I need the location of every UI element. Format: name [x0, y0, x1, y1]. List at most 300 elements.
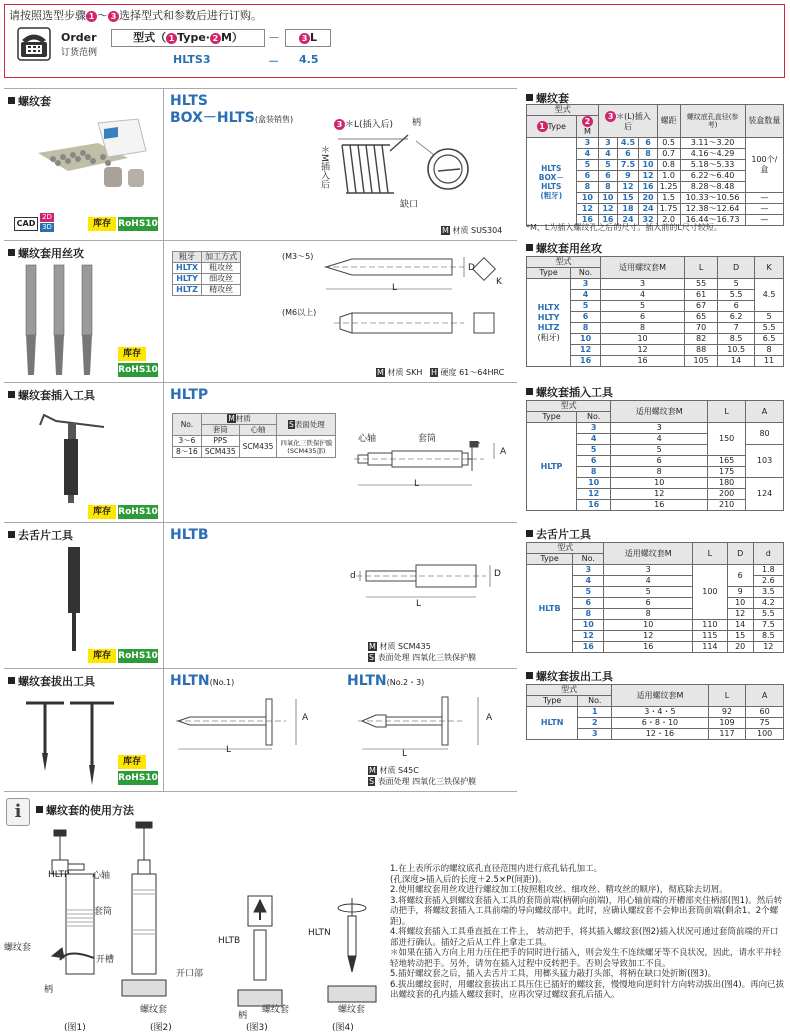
hltx-spec-table	[526, 256, 784, 367]
l-cell: 210	[708, 500, 746, 511]
d-cell: 5	[718, 279, 755, 290]
no-cell: 3	[578, 729, 612, 740]
code-note-2: (No.2・3)	[386, 678, 425, 687]
l-cell: 4.5	[617, 138, 639, 149]
D-cell: 9	[727, 587, 753, 598]
type-code-cell: HLTN	[527, 707, 578, 740]
code-note-1: (No.1)	[209, 678, 235, 687]
sleeve-cell: SCM435	[201, 447, 239, 458]
th-type: 型式	[527, 685, 612, 696]
l-cell: 105	[685, 356, 718, 367]
dot-2: 2	[582, 116, 593, 127]
no-cell: 3	[577, 423, 611, 434]
dia-cell: 8.28～8.48	[680, 182, 745, 193]
dot-2: 2	[210, 33, 221, 44]
title-square	[36, 806, 43, 813]
order-en-label: Order	[61, 31, 97, 44]
dim-l: L	[226, 745, 232, 755]
lbl-insert-fig4: 螺纹套	[338, 1005, 366, 1015]
no-cell: 10	[571, 334, 601, 345]
surf-cell	[277, 436, 336, 458]
stock-badge: 库存	[88, 505, 116, 519]
th-l: L	[708, 401, 746, 423]
lbl-fig4: (图4)	[332, 1023, 354, 1033]
m-cell: 12	[611, 489, 708, 500]
step-4-note: ＊如果在插入方向上用力压住把手的同时进行插入，则会发生不连续螺牙等不良状况，因此，请水平并轻轻地转动把手。另外，请勿在插入过程中反转把手。否则会导致加工不良。	[390, 948, 782, 969]
th-surf-text: 表面处理	[294, 419, 325, 429]
dim-d: D	[494, 569, 501, 579]
no-cell: 10	[573, 620, 604, 631]
D-cell: 20	[727, 642, 753, 653]
th-k: K	[755, 257, 784, 279]
tang-tool-photo	[64, 545, 84, 653]
no-cell: 5	[573, 587, 604, 598]
k-cell: 8	[755, 345, 784, 356]
stock-badge: 库存	[88, 217, 116, 231]
m-cell: 8	[611, 467, 708, 478]
th-coarse: 粗牙	[173, 252, 202, 263]
no-cell: 6	[577, 456, 611, 467]
m-cell: 6	[611, 456, 708, 467]
m-cell: 16	[600, 356, 684, 367]
code-line: (粗牙)	[537, 332, 560, 342]
hltx-table-title: 螺纹套用丝攻	[526, 240, 602, 256]
th-d: D	[718, 257, 755, 279]
l-cell: 165	[708, 456, 746, 467]
material-note	[368, 641, 476, 663]
m6-label: (M6以上)	[282, 308, 317, 317]
lbl-handle: 柄	[44, 985, 54, 995]
no-cell: 4	[573, 576, 604, 587]
qty-cell: —	[745, 193, 783, 204]
d-cell: 12	[753, 642, 783, 653]
dia-cell: 10.33～10.56	[680, 193, 745, 204]
th-no: No.	[571, 268, 601, 279]
m-cell: 4	[576, 149, 599, 160]
no-cell: 8	[577, 467, 611, 478]
d-cell: 8.5	[718, 334, 755, 345]
l-cell: 24	[617, 215, 639, 226]
a-cell: 60	[746, 707, 784, 718]
material-note	[376, 367, 504, 378]
type-code-cell: HLTB	[527, 565, 573, 653]
th-type: 型式	[527, 401, 611, 412]
dia-cell: 5.18～5.33	[680, 160, 745, 171]
l-cell: 67	[685, 301, 718, 312]
type-code-cell: HLTS BOX－HLTS (粗牙)	[527, 138, 577, 226]
product-code-1	[170, 673, 234, 689]
th-m: 适用螺纹套M	[600, 257, 684, 279]
l-cell: 6	[617, 149, 639, 160]
example-dash: －	[268, 55, 279, 68]
intro-text-post: 选择型式和参数后进行订购。	[119, 9, 262, 22]
l-cell: 24	[639, 204, 657, 215]
usage-title	[36, 802, 134, 818]
lbl-hltp: HLTP	[48, 870, 70, 880]
dim-a: A	[302, 713, 309, 723]
l-cell: 6	[599, 171, 617, 182]
code-line: HLTY	[537, 312, 560, 322]
product-code: HLTB	[170, 527, 209, 543]
l-cell: 32	[639, 215, 657, 226]
m-cell: 5	[600, 301, 684, 312]
section-title: 螺纹套用丝攻	[8, 245, 84, 261]
th-type: 型式	[527, 105, 599, 116]
th-no: No.	[173, 414, 202, 436]
table-row	[527, 565, 784, 576]
hardness-text: 硬度 61～64HRC	[440, 368, 505, 377]
l-cell: 70	[685, 323, 718, 334]
sleeve-label: 套筒	[418, 434, 437, 444]
section-title: 螺纹套拔出工具	[8, 673, 95, 689]
code-line: HLTZ	[537, 322, 560, 332]
th-sleeve: 套筒	[201, 425, 239, 436]
m-cell: 16	[604, 642, 693, 653]
l-cell: 82	[685, 334, 718, 345]
th-t: Type	[527, 696, 578, 707]
pitch-cell: 1.5	[657, 193, 680, 204]
a-cell: 75	[746, 718, 784, 729]
l-cell	[285, 29, 331, 47]
material-line	[368, 765, 476, 776]
th-pitch: 螺距	[657, 105, 680, 138]
tap-photo	[18, 263, 108, 379]
th-type: 型式	[527, 543, 604, 554]
th-no: No.	[578, 696, 612, 707]
k-cell: 5	[755, 312, 784, 323]
qty-cell: 100个/盒	[745, 138, 783, 193]
section-hltn	[4, 668, 517, 792]
dim-k: K	[496, 277, 502, 287]
no-cell: 16	[573, 642, 604, 653]
pitch-cell: 0.7	[657, 149, 680, 160]
step-1: 1.在上表所示的螺纹底孔直径范围内进行底孔钻孔加工。	[390, 864, 603, 874]
insert-drawing	[338, 129, 518, 201]
step-5: 5.插好螺纹套之后，插入去舌片工具，用榔头猛力敲打头部，将柄在缺口处折断(图3)。	[390, 969, 717, 979]
no-cell: 8～16	[173, 447, 202, 458]
handle-label: 柄	[412, 118, 422, 128]
material-text: 材质 S45C	[379, 766, 419, 775]
l-cell: 20	[639, 193, 657, 204]
material-icon: M	[377, 368, 384, 377]
th-m: 适用螺纹套M	[611, 401, 708, 423]
lbl-fig2: (图2)	[150, 1023, 172, 1033]
D-cell: 12	[727, 609, 753, 620]
l-cell: 10	[639, 160, 657, 171]
l-cell: 55	[685, 279, 718, 290]
lbl-hltn: HLTN	[308, 928, 331, 938]
D-cell: 14	[727, 620, 753, 631]
dim-small-d: d	[350, 571, 356, 581]
dot-sep: ·	[205, 31, 210, 44]
product-code-2	[347, 673, 424, 689]
lbl-opening: 开口部	[176, 969, 204, 979]
qty-cell: —	[745, 204, 783, 215]
dot-1: 1	[537, 121, 548, 132]
no-cell: 3	[571, 279, 601, 290]
section-title: 螺纹套插入工具	[8, 387, 95, 403]
no-cell: 10	[577, 478, 611, 489]
th-type: 型式	[527, 257, 601, 268]
dia-cell: 12.38～12.64	[680, 204, 745, 215]
intro-text: 请按照选型步骤	[9, 9, 86, 22]
k-cell: 11	[755, 356, 784, 367]
lbl-insert-fig3: 螺纹套	[262, 1005, 290, 1015]
stock-badge: 库存	[88, 649, 116, 663]
intro-tilde: ～	[97, 9, 108, 22]
th-t: Type	[527, 412, 577, 423]
l-cell: 114	[693, 642, 728, 653]
l-cell: 9	[617, 171, 639, 182]
step-1-dot: 1	[86, 11, 97, 22]
surface-text: 表面处理 四氧化三铁保护膜	[377, 653, 477, 662]
th-no: No.	[573, 554, 604, 565]
dot-3: 3	[299, 33, 310, 44]
hlts-table-title: 螺纹套	[526, 90, 569, 106]
th-surface	[277, 414, 336, 436]
no-cell: 3	[573, 565, 604, 576]
code-cell: HLTZ	[173, 285, 202, 296]
type-code-cell: HLTP	[527, 423, 577, 511]
a-cell: 124	[746, 478, 784, 511]
l-cell: 100	[693, 565, 728, 620]
m-cell: 12	[600, 345, 684, 356]
usage-title-text: 螺纹套的使用方法	[46, 804, 134, 817]
no-cell: 6	[571, 312, 601, 323]
product-code-box	[170, 107, 293, 127]
l-cell: 12	[639, 171, 657, 182]
th-t: Type	[527, 268, 571, 279]
m-cell: 10	[600, 334, 684, 345]
m-cell: 8	[604, 609, 693, 620]
dim-l-2: L	[402, 749, 408, 759]
d-cell: 5.5	[718, 290, 755, 301]
m-cell: 12	[576, 204, 599, 215]
D-cell: 10	[727, 598, 753, 609]
qty-cell: —	[745, 215, 783, 226]
m-cell: 3・4・5	[612, 707, 708, 718]
insert-box-photo	[18, 113, 150, 193]
type-en: Type	[177, 31, 206, 44]
lbl-handle-2: 柄	[238, 1011, 248, 1021]
no-cell: 4	[571, 290, 601, 301]
rohs-badge: RoHS10	[118, 365, 158, 375]
l-cell: 65	[685, 312, 718, 323]
th-l	[599, 105, 657, 138]
l-cell: 5	[599, 160, 617, 171]
pitch-cell: 1.25	[657, 182, 680, 193]
th-d: D	[727, 543, 753, 565]
m-cell: 3	[611, 423, 708, 434]
th-m	[576, 116, 599, 138]
table-row	[527, 707, 784, 718]
l-label: L	[309, 31, 317, 44]
step-3-dot: 3	[108, 11, 119, 22]
desc-cell: 粗攻丝	[202, 263, 241, 274]
l-cell: 109	[708, 718, 746, 729]
s-icon: S	[289, 419, 294, 429]
no-cell: 12	[571, 345, 601, 356]
divider	[163, 241, 164, 382]
order-cn-label: 订货范例	[61, 48, 98, 58]
sleeve-cell: PPS	[201, 436, 239, 447]
step-1-sub: (孔深度>插入后的长度＋2.5×P(间距))。	[390, 874, 547, 885]
l-cell: 110	[693, 620, 728, 631]
l-cell: 16	[639, 182, 657, 193]
l-cell: 175	[708, 467, 746, 478]
section-hltx	[4, 240, 517, 382]
lbl-fig1: (图1)	[64, 1023, 86, 1033]
dim-a-2: A	[486, 713, 493, 723]
section-hlts	[4, 88, 517, 240]
insert-tool-photo	[34, 405, 114, 505]
product-code: HLTS	[170, 93, 208, 109]
m-label: M）	[220, 31, 243, 44]
pitch-cell: 1.0	[657, 171, 680, 182]
material-text: 材质 SUS304	[452, 226, 503, 235]
no-cell: 2	[578, 718, 612, 729]
th-type-text: Type	[547, 122, 566, 131]
dim-l: L	[392, 283, 398, 293]
l-cell: 7.5	[617, 160, 639, 171]
no-cell: 1	[578, 707, 612, 718]
th-m: 适用螺纹套M	[604, 543, 693, 565]
lbl-core: 心轴	[92, 871, 111, 881]
d-cell: 3.5	[753, 587, 783, 598]
m-cell: 16	[611, 500, 708, 511]
divider	[163, 383, 164, 522]
2d-badge: 2D	[40, 213, 54, 222]
d-cell: 2.6	[753, 576, 783, 587]
dia-cell: 16.44～16.73	[680, 215, 745, 226]
d-cell: 6.2	[718, 312, 755, 323]
a-cell: 80	[746, 423, 784, 445]
rohs-badge: RoHS10	[118, 219, 158, 229]
dot-3: 3	[334, 119, 345, 130]
3d-badge: 3D	[40, 223, 54, 232]
section-hltp	[4, 382, 517, 522]
rohs-badge: RoHS10	[118, 507, 158, 517]
th-l: L	[693, 543, 728, 565]
a-cell: 100	[746, 729, 784, 740]
k-cell: 4.5	[755, 279, 784, 312]
stock-badge: 库存	[118, 755, 146, 769]
hltx-rows	[527, 279, 784, 367]
th-t: Type	[527, 554, 573, 565]
dim-a: A	[500, 447, 507, 457]
m-cell: 6	[600, 312, 684, 323]
k-cell: 6.5	[755, 334, 784, 345]
m-cell: 8	[600, 323, 684, 334]
code-box: BOX－HLTS	[170, 110, 255, 126]
th-l: L	[685, 257, 718, 279]
m-cell: 10	[604, 620, 693, 631]
hlts-note: *M、L为插入螺纹孔之后的尺寸。插入前的L尺寸较短。	[526, 223, 722, 232]
no-cell: 16	[571, 356, 601, 367]
dia-cell: 3.11～3.20	[680, 138, 745, 149]
l-cell: 92	[708, 707, 746, 718]
notch-label: 缺口	[400, 200, 419, 210]
l-cell: 3	[599, 138, 617, 149]
surf-text: 四氧化三铁保护膜	[280, 438, 333, 447]
th-a: A	[746, 685, 784, 707]
divider	[163, 89, 164, 240]
m-cell: 5	[611, 445, 708, 456]
code-text: HLTN	[347, 673, 387, 689]
surface-line	[368, 652, 476, 663]
m3-label: (M3～5)	[282, 252, 314, 261]
k-cell: 5.5	[755, 323, 784, 334]
no-cell: 16	[577, 500, 611, 511]
section-hltb	[4, 522, 517, 668]
table-row	[527, 423, 784, 434]
m-cell: 4	[611, 434, 708, 445]
m-cell: 8	[576, 182, 599, 193]
order-example-box	[4, 4, 785, 78]
dia-cell: 4.16～4.29	[680, 149, 745, 160]
example-l: 4.5	[299, 53, 319, 66]
m-cell: 3	[600, 279, 684, 290]
no-cell: 6	[573, 598, 604, 609]
surf-text2: (SCM435部)	[287, 446, 326, 455]
th-l: L	[708, 685, 746, 707]
th-core: 心轴	[239, 425, 277, 436]
m-cell: 5	[604, 587, 693, 598]
step-3: 3.将螺纹套插入到螺纹套插入工具的套筒前端(柄朝向前端)，用心轴前端的开槽部夹住柄部(图1)。然后转动把手，将螺纹套插入工具前端的导向螺纹部中。此时，应确认螺纹套不会伸出套筒前端(剩余1、2个螺距)。	[390, 895, 783, 927]
l-cell: 16	[599, 215, 617, 226]
m-cell: 6・8・10	[612, 718, 708, 729]
dim-l: L	[416, 599, 422, 609]
d-cell: 6	[718, 301, 755, 312]
m-cell: 6	[604, 598, 693, 609]
th-a: A	[746, 401, 784, 423]
pitch-cell: 0.8	[657, 160, 680, 171]
divider	[163, 669, 164, 791]
lbl-insert: 螺纹套	[4, 943, 32, 953]
hltb-rows	[527, 565, 784, 653]
step-6: 6.拔出螺纹套时，用螺纹套拔出工具压住已插好的螺纹套，慢慢地向逆时针方向转动拔出(图4)。再向已拔出螺纹套的孔内插入螺纹套时，应再次穿过螺纹套孔后插入。	[390, 979, 785, 1000]
th-l-text: ＊(L)插入后	[616, 111, 651, 131]
d-cell: 1.8	[753, 565, 783, 576]
surface-icon: S	[369, 653, 375, 662]
d-cell: 4.2	[753, 598, 783, 609]
material-icon: M	[442, 226, 449, 235]
insert-tool-drawing	[354, 441, 514, 501]
surface-icon: S	[369, 777, 375, 786]
d-cell: 14	[718, 356, 755, 367]
type-m-cell	[111, 29, 265, 47]
lbl-hltb: HLTB	[218, 936, 241, 946]
lbl-sleeve: 套筒	[94, 907, 113, 917]
hltb-table-title: 去舌片工具	[526, 526, 591, 542]
no-cell: 8	[571, 323, 601, 334]
section-title: 螺纹套	[8, 93, 51, 109]
lbl-groove: 开槽	[96, 955, 115, 965]
dia-cell: 6.22～6.40	[680, 171, 745, 182]
usage-steps	[390, 864, 785, 1001]
no-cell: 8	[573, 609, 604, 620]
extract-tool-drawing-1	[176, 693, 346, 763]
hltp-material-table	[172, 413, 336, 458]
hlts-spec-table	[526, 104, 784, 226]
m-cell: 5	[576, 160, 599, 171]
pitch-cell: 2.0	[657, 215, 680, 226]
divider	[163, 523, 164, 668]
d-cell: 7.5	[753, 620, 783, 631]
th-process: 加工方式	[202, 252, 241, 263]
no-cell: 3～6	[173, 436, 202, 447]
m-cell: 12・16	[612, 729, 708, 740]
